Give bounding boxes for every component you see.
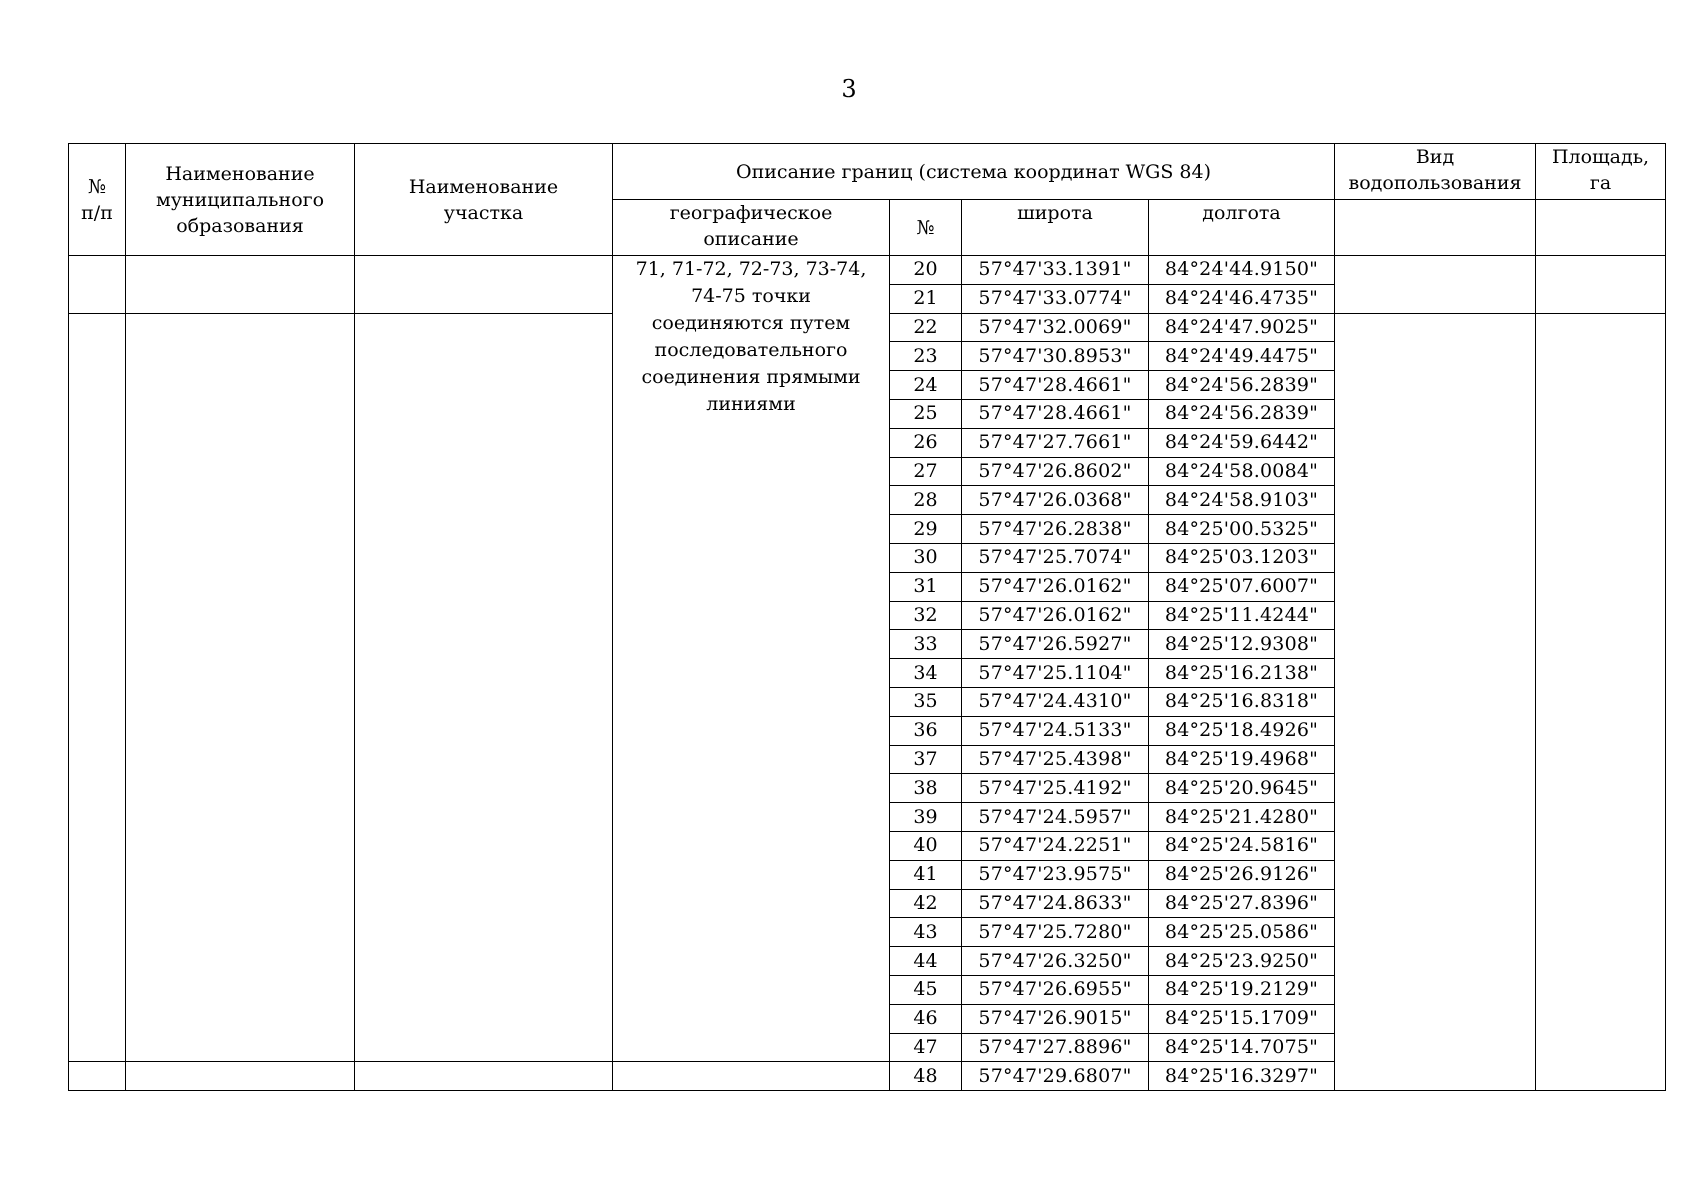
cell-point-num: 31 <box>890 572 962 601</box>
cell-longitude: 84°25'07.6007" <box>1149 572 1335 601</box>
cell-point-num: 42 <box>890 889 962 918</box>
cell-area <box>1536 256 1666 314</box>
cell-municipality <box>126 1062 355 1091</box>
cell-longitude: 84°25'00.5325" <box>1149 515 1335 544</box>
cell-latitude: 57°47'26.8602" <box>962 457 1149 486</box>
header-latitude-text: широта <box>1017 202 1093 224</box>
cell-municipality <box>126 256 355 314</box>
cell-longitude: 84°25'12.9308" <box>1149 630 1335 659</box>
cell-longitude: 84°25'21.4280" <box>1149 803 1335 832</box>
cell-longitude: 84°25'16.3297" <box>1149 1062 1335 1091</box>
cell-latitude: 57°47'23.9575" <box>962 860 1149 889</box>
cell-latitude: 57°47'25.4192" <box>962 774 1149 803</box>
cell-longitude: 84°25'15.1709" <box>1149 1004 1335 1033</box>
header-geo-description-text: географическое описание <box>669 202 833 250</box>
cell-latitude: 57°47'26.6955" <box>962 975 1149 1004</box>
header-boundary-text: Описание границ (система координат WGS 84) <box>736 160 1211 183</box>
cell-point-num: 46 <box>890 1004 962 1033</box>
cell-latitude: 57°47'24.8633" <box>962 889 1149 918</box>
cell-latitude: 57°47'33.1391" <box>962 256 1149 285</box>
cell-latitude: 57°47'26.0162" <box>962 601 1149 630</box>
cell-point-num: 33 <box>890 630 962 659</box>
header-point-num-text: № <box>916 216 935 239</box>
header-area <box>1536 144 1666 200</box>
cell-latitude: 57°47'26.0162" <box>962 572 1149 601</box>
cell-longitude: 84°25'19.2129" <box>1149 975 1335 1004</box>
cell-latitude: 57°47'26.9015" <box>962 1004 1149 1033</box>
header-longitude <box>1149 200 1335 256</box>
cell-longitude: 84°24'56.2839" <box>1149 399 1335 428</box>
cell-longitude: 84°25'20.9645" <box>1149 774 1335 803</box>
cell-point-num: 26 <box>890 428 962 457</box>
cell-section <box>355 1062 613 1091</box>
table-body <box>69 256 1666 1091</box>
cell-longitude: 84°24'49.4475" <box>1149 342 1335 371</box>
header-water-use-empty <box>1335 200 1536 256</box>
header-point-num <box>890 200 962 256</box>
cell-longitude: 84°25'03.1203" <box>1149 543 1335 572</box>
cell-point-num: 24 <box>890 371 962 400</box>
header-num-pp <box>69 144 126 256</box>
cell-point-num: 34 <box>890 659 962 688</box>
cell-latitude: 57°47'24.5957" <box>962 803 1149 832</box>
cell-longitude: 84°25'24.5816" <box>1149 831 1335 860</box>
cell-point-num: 25 <box>890 399 962 428</box>
cell-geo-description <box>613 256 890 1062</box>
header-municipality-text: Наименование муниципального образования <box>155 162 325 237</box>
cell-point-num: 41 <box>890 860 962 889</box>
cell-point-num: 35 <box>890 687 962 716</box>
header-water-use-text: Вид водопользования <box>1348 146 1522 194</box>
cell-point-num: 40 <box>890 831 962 860</box>
header-area-text: Площадь, га <box>1551 146 1650 194</box>
cell-latitude: 57°47'28.4661" <box>962 371 1149 400</box>
cell-longitude: 84°25'19.4968" <box>1149 745 1335 774</box>
cell-municipality <box>126 313 355 1062</box>
geo-description-text: 71, 71-72, 72-73, 73-74, 74-75 точки соединяются путем последовательного соединения прямыми линиями <box>635 258 867 415</box>
cell-point-num: 21 <box>890 284 962 313</box>
cell-point-num: 47 <box>890 1033 962 1062</box>
header-num-pp-text: № п/п <box>81 175 113 224</box>
cell-geo-description <box>613 1062 890 1091</box>
cell-longitude: 84°25'11.4244" <box>1149 601 1335 630</box>
cell-latitude: 57°47'25.4398" <box>962 745 1149 774</box>
cell-latitude: 57°47'33.0774" <box>962 284 1149 313</box>
header-water-use <box>1335 144 1536 200</box>
header-municipality <box>126 144 355 256</box>
cell-section <box>355 313 613 1062</box>
cell-point-num: 36 <box>890 716 962 745</box>
header-latitude <box>962 200 1149 256</box>
cell-longitude: 84°24'56.2839" <box>1149 371 1335 400</box>
cell-water-use <box>1335 313 1536 1091</box>
cell-point-num: 37 <box>890 745 962 774</box>
header-section <box>355 144 613 256</box>
cell-longitude: 84°25'23.9250" <box>1149 947 1335 976</box>
cell-latitude: 57°47'26.5927" <box>962 630 1149 659</box>
cell-latitude: 57°47'30.8953" <box>962 342 1149 371</box>
cell-point-num: 20 <box>890 256 962 285</box>
cell-longitude: 84°25'25.0586" <box>1149 918 1335 947</box>
cell-longitude: 84°25'16.8318" <box>1149 687 1335 716</box>
cell-longitude: 84°24'58.0084" <box>1149 457 1335 486</box>
header-section-text: Наименование участка <box>408 175 559 224</box>
cell-longitude: 84°24'47.9025" <box>1149 313 1335 342</box>
cell-longitude: 84°25'26.9126" <box>1149 860 1335 889</box>
cell-num-pp <box>69 313 126 1062</box>
cell-latitude: 57°47'32.0069" <box>962 313 1149 342</box>
cell-latitude: 57°47'25.1104" <box>962 659 1149 688</box>
cell-latitude: 57°47'28.4661" <box>962 399 1149 428</box>
cell-longitude: 84°25'16.2138" <box>1149 659 1335 688</box>
cell-point-num: 27 <box>890 457 962 486</box>
page-number: 3 <box>841 75 857 103</box>
cell-point-num: 43 <box>890 918 962 947</box>
header-longitude-text: долгота <box>1202 202 1281 224</box>
coordinates-table-wrapper <box>68 143 1665 1091</box>
cell-latitude: 57°47'24.2251" <box>962 831 1149 860</box>
cell-point-num: 39 <box>890 803 962 832</box>
cell-latitude: 57°47'26.2838" <box>962 515 1149 544</box>
cell-latitude: 57°47'24.5133" <box>962 716 1149 745</box>
cell-area <box>1536 313 1666 1091</box>
cell-point-num: 44 <box>890 947 962 976</box>
cell-point-num: 32 <box>890 601 962 630</box>
cell-latitude: 57°47'24.4310" <box>962 687 1149 716</box>
cell-latitude: 57°47'27.8896" <box>962 1033 1149 1062</box>
cell-point-num: 28 <box>890 486 962 515</box>
cell-latitude: 57°47'25.7074" <box>962 543 1149 572</box>
cell-longitude: 84°24'59.6442" <box>1149 428 1335 457</box>
cell-point-num: 45 <box>890 975 962 1004</box>
cell-point-num: 30 <box>890 543 962 572</box>
cell-longitude: 84°25'18.4926" <box>1149 716 1335 745</box>
cell-num-pp <box>69 1062 126 1091</box>
cell-section <box>355 256 613 314</box>
cell-latitude: 57°47'26.3250" <box>962 947 1149 976</box>
cell-num-pp <box>69 256 126 314</box>
coordinates-table <box>68 143 1666 1091</box>
table-row <box>69 256 1666 285</box>
cell-point-num: 23 <box>890 342 962 371</box>
cell-water-use <box>1335 256 1536 314</box>
cell-latitude: 57°47'29.6807" <box>962 1062 1149 1091</box>
cell-point-num: 48 <box>890 1062 962 1091</box>
cell-point-num: 22 <box>890 313 962 342</box>
cell-longitude: 84°24'58.9103" <box>1149 486 1335 515</box>
cell-latitude: 57°47'26.0368" <box>962 486 1149 515</box>
cell-longitude: 84°25'27.8396" <box>1149 889 1335 918</box>
cell-point-num: 29 <box>890 515 962 544</box>
cell-longitude: 84°24'44.9150" <box>1149 256 1335 285</box>
cell-latitude: 57°47'27.7661" <box>962 428 1149 457</box>
cell-longitude: 84°24'46.4735" <box>1149 284 1335 313</box>
header-geo-description <box>613 200 890 256</box>
cell-longitude: 84°25'14.7075" <box>1149 1033 1335 1062</box>
header-boundary <box>613 144 1335 200</box>
cell-point-num: 38 <box>890 774 962 803</box>
header-area-empty <box>1536 200 1666 256</box>
cell-latitude: 57°47'25.7280" <box>962 918 1149 947</box>
